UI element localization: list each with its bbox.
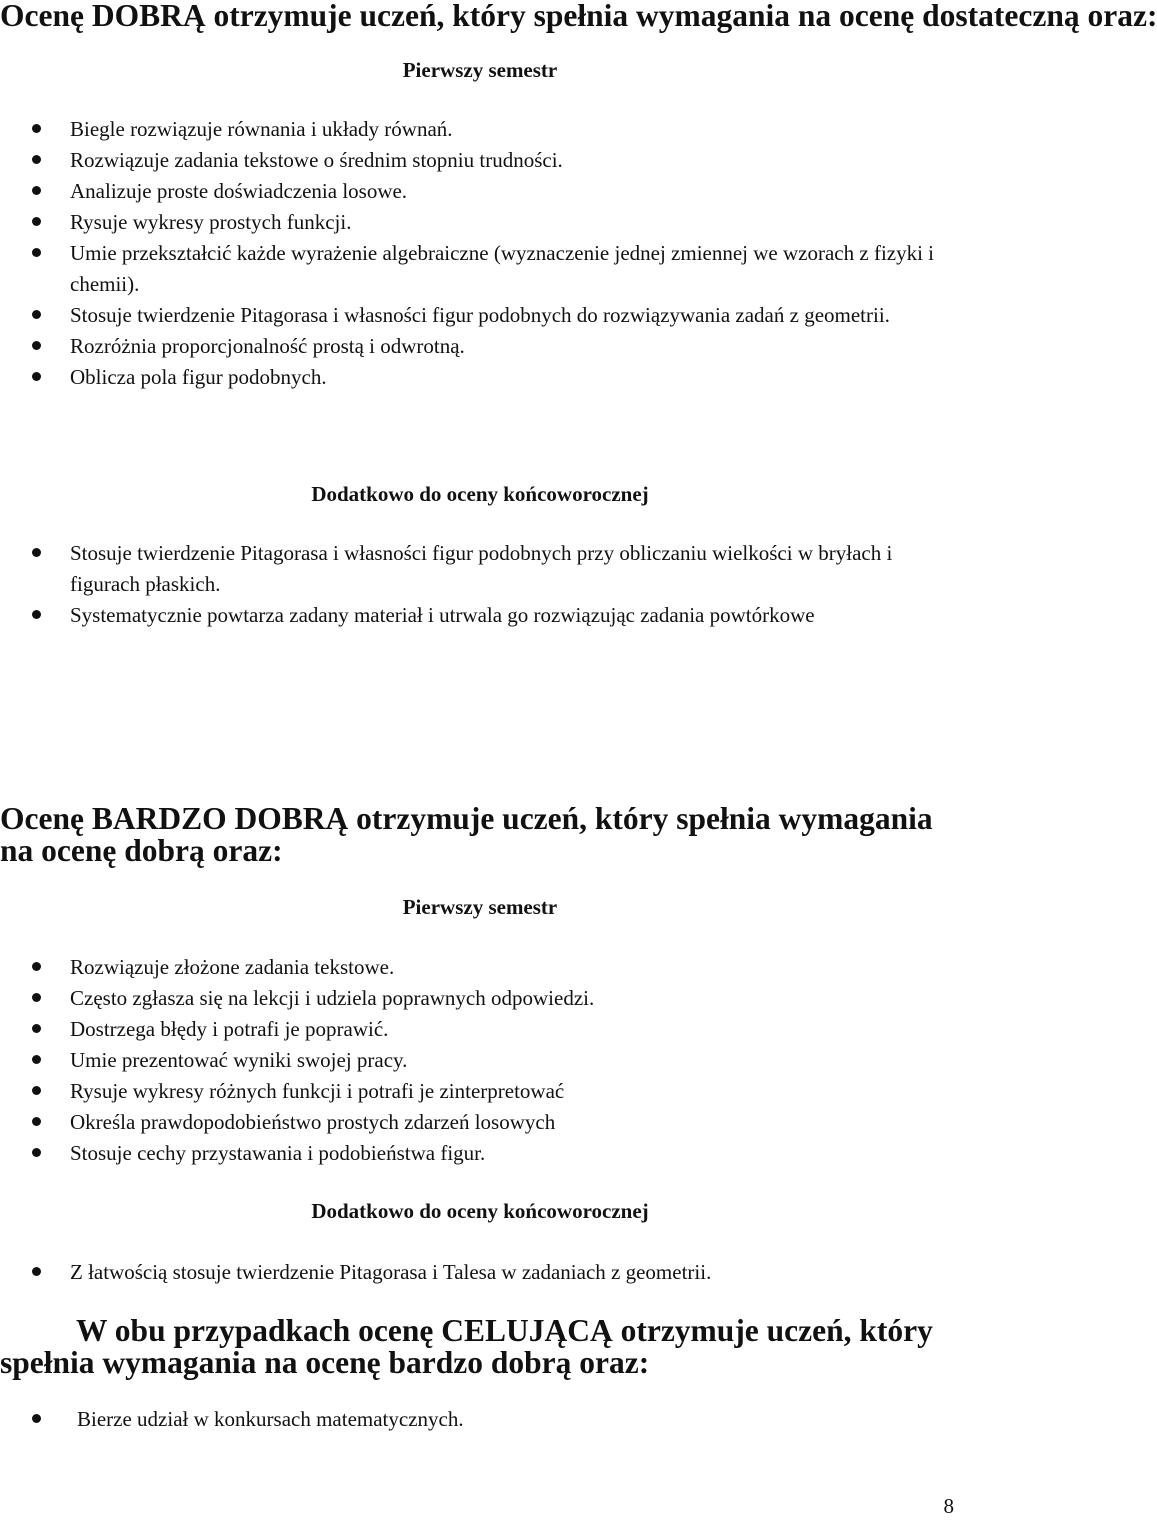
list-item: Stosuje twierdzenie Pitagorasa i własności figur podobnych do rozwiązywania zadań z geometrii. xyxy=(0,300,960,331)
list-item: Biegle rozwiązuje równania i układy równań. xyxy=(0,114,960,145)
bardzo-dobra-semester-list xyxy=(0,952,960,1169)
list-item: Analizuje proste doświadczenia losowe. xyxy=(0,176,960,207)
dobra-semester-list xyxy=(0,114,960,393)
list-item: Rozwiązuje złożone zadania tekstowe. xyxy=(0,952,960,983)
dobra-heading: Ocenę DOBRĄ otrzymuje uczeń, który spełnia wymagania na ocenę dostateczną oraz: xyxy=(0,0,1157,33)
page-number: 8 xyxy=(943,1494,954,1518)
celujaca-list xyxy=(0,1404,960,1435)
bardzo-dobra-semester-title: Pierwszy semestr xyxy=(402,895,558,919)
list-item: Często zgłasza się na lekcji i udziela poprawnych odpowiedzi. xyxy=(0,983,960,1014)
dobra-extra-list xyxy=(0,538,960,631)
list-item: Stosuje twierdzenie Pitagorasa i własności figur podobnych przy obliczaniu wielkości w bryłach i figurach płaskich. xyxy=(0,538,960,600)
list-item: Rozwiązuje zadania tekstowe o średnim stopniu trudności. xyxy=(0,145,960,176)
list-item: Umie przekształcić każde wyrażenie algebraiczne (wyznaczenie jednej zmiennej we wzorach z fizyki i chemii). xyxy=(0,238,960,300)
list-item: Umie prezentować wyniki swojej pracy. xyxy=(0,1045,960,1076)
list-item: Rozróżnia proporcjonalność prostą i odwrotną. xyxy=(0,331,960,362)
list-item: Rysuje wykresy prostych funkcji. xyxy=(0,207,960,238)
list-item: Systematycznie powtarza zadany materiał i utrwala go rozwiązując zadania powtórkowe xyxy=(0,600,960,631)
list-item: Dostrzega błędy i potrafi je poprawić. xyxy=(0,1014,960,1045)
list-item: Bierze udział w konkursach matematycznych. xyxy=(0,1404,960,1435)
list-item: Określa prawdopodobieństwo prostych zdarzeń losowych xyxy=(0,1107,960,1138)
bardzo-dobra-heading: Ocenę BARDZO DOBRĄ otrzymuje uczeń, który spełnia wymagania na ocenę dobrą oraz: xyxy=(0,801,933,868)
celujaca-heading: W obu przypadkach ocenę CELUJĄCĄ otrzymuje uczeń, który spełnia wymagania na ocenę bardzo dobrą oraz: xyxy=(0,1313,933,1380)
dobra-extra-title: Dodatkowo do oceny końcoworocznej xyxy=(311,482,649,506)
list-item: Z łatwością stosuje twierdzenie Pitagorasa i Talesa w zadaniach z geometrii. xyxy=(0,1257,960,1288)
list-item: Oblicza pola figur podobnych. xyxy=(0,362,960,393)
list-item: Rysuje wykresy różnych funkcji i potrafi je zinterpretować xyxy=(0,1076,960,1107)
bardzo-dobra-extra-list xyxy=(0,1257,960,1288)
bardzo-dobra-extra-title: Dodatkowo do oceny końcoworocznej xyxy=(311,1199,649,1223)
list-item: Stosuje cechy przystawania i podobieństwa figur. xyxy=(0,1138,960,1169)
dobra-semester-title: Pierwszy semestr xyxy=(402,58,558,82)
